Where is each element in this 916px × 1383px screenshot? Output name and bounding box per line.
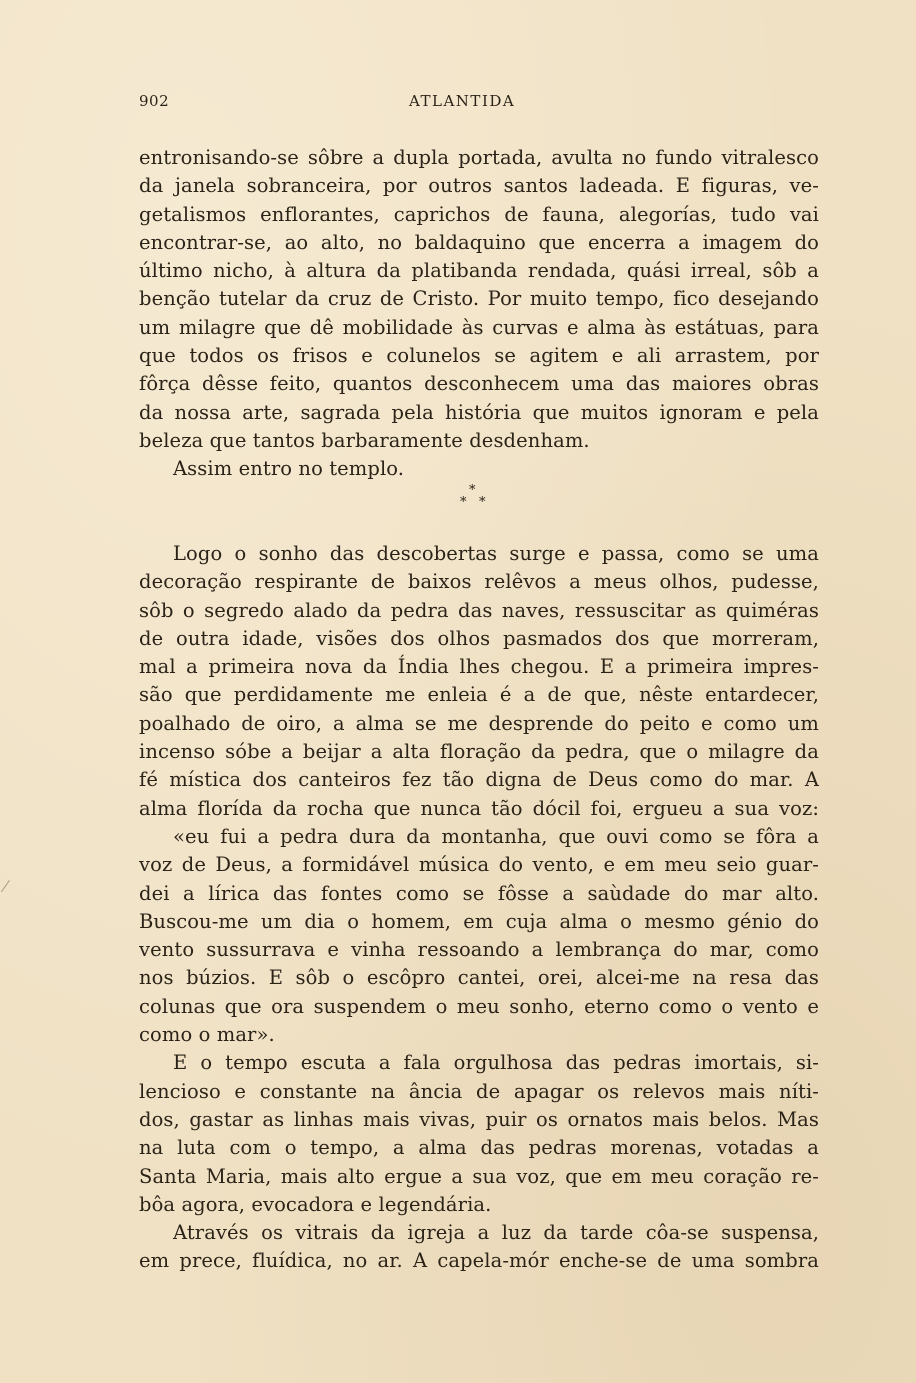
text-line: vento sussurrava e vinha ressoando a lembrança do mar, como bbox=[139, 938, 819, 962]
text-line: mal a primeira nova da Índia lhes chegou. E a primeira impres- bbox=[139, 655, 819, 679]
text-line: são que perdidamente me enleia é a de que, nêste entardecer, bbox=[139, 683, 819, 707]
text-line: alma florída da rocha que nunca tão dócil foi, ergueu a sua voz: bbox=[139, 796, 819, 820]
text-line: sôb o segredo alado da pedra das naves, ressuscitar as quiméras bbox=[139, 598, 819, 622]
text-line: fé mística dos canteiros fez tão digna de Deus como do mar. A bbox=[139, 768, 819, 792]
asterisk-left: * bbox=[460, 495, 467, 510]
margin-pencil-mark bbox=[1, 880, 18, 898]
text-line: um milagre que dê mobilidade às curvas e alma às estátuas, para bbox=[139, 315, 819, 339]
text-line: Assim entro no templo. bbox=[173, 457, 405, 481]
text-line: Logo o sonho das descobertas surge e passa, como se uma bbox=[173, 542, 819, 565]
text-line: da nossa arte, sagrada pela história que muitos ignoram e pela bbox=[139, 400, 819, 424]
section-break-asterism bbox=[452, 484, 496, 514]
running-title: ATLANTIDA bbox=[409, 92, 516, 110]
text-line: lencioso e constante na ância de apagar os relevos mais níti- bbox=[139, 1079, 819, 1103]
asterisk-right: * bbox=[479, 495, 486, 510]
text-line: da janela sobranceira, por outros santos ladeada. E figuras, ve- bbox=[139, 174, 819, 198]
text-line: voz de Deus, a formidável música do vento, e em meu seio guar- bbox=[139, 853, 819, 877]
text-line: E o tempo escuta a fala orgulhosa das pedras imortais, si- bbox=[173, 1051, 819, 1075]
text-line: «eu fui a pedra dura da montanha, que ouvi como se fôra a bbox=[173, 824, 819, 848]
text-line: bôa agora, evocadora e legendária. bbox=[139, 1192, 492, 1216]
text-line: Santa Maria, mais alto ergue a sua voz, que em meu coração re- bbox=[139, 1164, 819, 1188]
text-line: último nicho, à altura da platibanda rendada, quási irreal, sôb a bbox=[139, 259, 819, 283]
paragraph-block-1 bbox=[139, 144, 819, 484]
text-line: Através os vitrais da igreja a luz da tarde côa-se suspensa, bbox=[173, 1221, 819, 1245]
text-line: na luta com o tempo, a alma das pedras morenas, votadas a bbox=[139, 1136, 819, 1160]
text-line: dei a lírica das fontes como se fôsse a saùdade do mar alto. bbox=[139, 881, 819, 905]
text-line: decoração respirante de baixos relêvos a meus olhos, pudesse, bbox=[139, 570, 819, 594]
text-line: colunas que ora suspendem o meu sonho, eterno como o vento e bbox=[139, 994, 819, 1018]
text-line: entronisando-se sôbre a dupla portada, avulta no fundo vitralesco bbox=[139, 146, 819, 169]
text-line: nos búzios. E sôb o escôpro cantei, orei, alcei-me na resa das bbox=[139, 966, 819, 990]
text-line: beleza que tantos barbaramente desdenham. bbox=[139, 428, 590, 452]
text-line: incenso sóbe a beijar a alta floração da pedra, que o milagre da bbox=[139, 740, 819, 764]
text-line: em prece, fluídica, no ar. A capela-mór enche-se de uma sombra bbox=[139, 1249, 819, 1273]
page-header bbox=[139, 92, 819, 116]
asterisk-top: * bbox=[469, 483, 476, 498]
text-line: poalhado de oiro, a alma se me desprende do peito e como um bbox=[139, 711, 819, 735]
text-line: benção tutelar da cruz de Cristo. Por muito tempo, fico desejando bbox=[139, 287, 819, 311]
text-line: Buscou-me um dia o homem, em cuja alma o mesmo génio do bbox=[139, 909, 819, 933]
text-line: fôrça dêsse feito, quantos desconhecem uma das maiores obras bbox=[139, 372, 819, 396]
text-line: getalismos enflorantes, caprichos de fauna, alegorías, tudo vai bbox=[139, 202, 819, 226]
text-line: como o mar». bbox=[139, 1023, 275, 1047]
text-line: que todos os frisos e colunelos se agitem e ali arrastem, por bbox=[139, 344, 819, 368]
text-line: de outra idade, visões dos olhos pasmados dos que morreram, bbox=[139, 626, 819, 650]
paragraph-block-2 bbox=[139, 540, 819, 1276]
text-line: dos, gastar as linhas mais vivas, puir os ornatos mais belos. Mas bbox=[139, 1107, 819, 1131]
page-number: 902 bbox=[139, 92, 170, 110]
text-line: encontrar-se, ao alto, no baldaquino que encerra a imagem do bbox=[139, 230, 819, 254]
